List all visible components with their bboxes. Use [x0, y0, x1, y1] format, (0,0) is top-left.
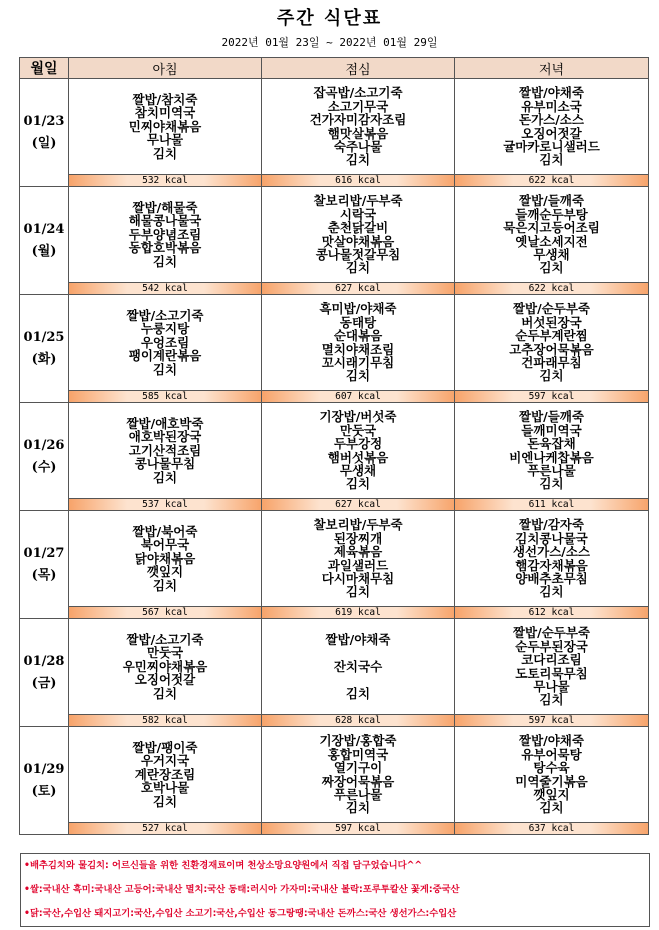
menu-item: 들깨미역국	[521, 422, 582, 438]
day-cell	[20, 79, 69, 187]
day-weekday: (수)	[31, 459, 57, 475]
day-weekday: (금)	[31, 675, 57, 691]
menu-item: 김치	[152, 685, 178, 701]
notes-box	[20, 853, 650, 927]
menu-item: 짤밥/감자죽	[519, 517, 584, 533]
menu-item: 다시마채무침	[321, 570, 395, 586]
menu-item: 짤밥/팽이죽	[132, 739, 198, 755]
menu-item: 김치	[539, 152, 564, 168]
menu-item: 비엔나케찹볶음	[509, 449, 594, 465]
dinner-kcal: 612 kcal	[455, 607, 649, 619]
menu-item: 짤밥/소고기죽	[126, 631, 204, 647]
menu-item: 오징어젓갈	[134, 672, 196, 688]
menu-item: 오징어젓갈	[521, 125, 582, 141]
menu-item: 순두부계란찜	[515, 328, 588, 344]
menu-item: 애호박된장국	[128, 429, 202, 445]
menu-item: 짤밥/참치죽	[132, 91, 198, 107]
dinner-cell	[455, 79, 649, 175]
menu-item: 김치	[345, 584, 371, 600]
menu-item: 닭야채볶음	[134, 550, 196, 566]
menu-item: 멸치야채조림	[321, 341, 395, 357]
menu-item: 짤밥/야채죽	[519, 85, 584, 101]
menu-item: 김치	[345, 685, 371, 701]
menu-item	[262, 673, 454, 686]
menu-item: 계란장조림	[134, 766, 196, 782]
menu-item: 찰보리밥/두부죽	[313, 517, 403, 533]
menu-item: 깻잎지	[146, 564, 184, 580]
page-title: 주간 식단표	[276, 8, 383, 29]
menu-item: 짤밥/소고기죽	[126, 307, 204, 323]
menu-item: 무나물	[146, 132, 184, 148]
menu-item: 무나물	[533, 678, 570, 694]
menu-item: 묵은지고등어조림	[503, 220, 600, 236]
day-row	[20, 79, 649, 175]
menu-item: 김치	[345, 800, 371, 816]
menu-item: 김치	[345, 476, 371, 492]
menu-item: 김치	[539, 692, 564, 708]
menu-item: 귤마카로니샐러드	[503, 138, 600, 154]
breakfast-cell	[69, 79, 262, 175]
menu-item: 기장밥/버섯죽	[319, 409, 397, 425]
day-weekday: (목)	[31, 567, 57, 583]
menu-item: 돈육잡채	[527, 436, 576, 452]
breakfast-kcal: 582 kcal	[69, 715, 262, 727]
menu-item: 김치	[539, 260, 564, 276]
breakfast-cell	[69, 187, 262, 283]
lunch-kcal: 597 kcal	[262, 823, 455, 835]
kcal-row	[20, 607, 649, 619]
dinner-cell	[455, 619, 649, 715]
breakfast-cell	[69, 511, 262, 607]
menu-item: 북어무국	[140, 537, 190, 553]
menu-item: 만둣국	[339, 422, 377, 438]
header-dinner: 저녁	[455, 58, 649, 79]
menu-item: 만둣국	[146, 645, 184, 661]
menu-item: 잡곡밥/소고기죽	[313, 85, 403, 101]
menu-item: 짤밥/애호박죽	[126, 415, 204, 431]
menu-item: 깻잎지	[533, 786, 570, 802]
menu-item: 된장찌개	[333, 530, 383, 546]
kcal-row	[20, 283, 649, 295]
menu-item: 짤밥/들깨죽	[519, 193, 584, 209]
day-weekday: (월)	[31, 243, 57, 259]
day-row	[20, 511, 649, 607]
day-row	[20, 187, 649, 283]
menu-item: 건파래무침	[521, 354, 582, 370]
menu-item: 김치	[152, 253, 178, 269]
day-date: 01/24	[23, 221, 65, 237]
weekly-menu-table	[19, 57, 649, 835]
day-cell	[20, 295, 69, 403]
menu-item: 누룽지탕	[140, 321, 190, 337]
menu-item: 꼬시래기무침	[321, 354, 395, 370]
kcal-row	[20, 391, 649, 403]
lunch-cell	[262, 511, 455, 607]
menu-item: 과일샐러드	[327, 557, 389, 573]
lunch-cell	[262, 79, 455, 175]
lunch-kcal: 616 kcal	[262, 175, 455, 187]
note-origin-meat: •닭:국산,수입산 돼지고기:국산,수입산 소고기:국산,수입산 동그랑땡:국내산 돈까스:국산 생선가스:수입산	[24, 908, 457, 919]
menu-item: 김치	[345, 368, 371, 384]
day-cell	[20, 403, 69, 511]
menu-item: 유부미소국	[521, 98, 582, 114]
kcal-row	[20, 499, 649, 511]
menu-item: 동태탕	[339, 314, 377, 330]
dinner-cell	[455, 187, 649, 283]
menu-item: 생선가스/소스	[512, 544, 591, 560]
menu-period: 2022년 01월 23일 ~ 2022년 01월 29일	[221, 36, 438, 49]
lunch-kcal: 628 kcal	[262, 715, 455, 727]
menu-item: 순대볶음	[333, 328, 383, 344]
menu-item: 잔치국수	[333, 658, 383, 674]
menu-item: 김치	[539, 368, 564, 384]
menu-item: 짤밥/해물죽	[132, 199, 198, 215]
menu-item: 흑미밥/야채죽	[319, 301, 397, 317]
lunch-kcal: 627 kcal	[262, 283, 455, 295]
menu-item: 버섯된장국	[521, 314, 582, 330]
dinner-kcal: 597 kcal	[455, 391, 649, 403]
menu-item: 고기산적조림	[128, 442, 202, 458]
day-date: 01/26	[23, 437, 65, 453]
day-date: 01/25	[23, 329, 65, 345]
day-cell	[20, 619, 69, 727]
lunch-kcal: 627 kcal	[262, 499, 455, 511]
menu-item: 참치미역국	[134, 105, 196, 121]
menu-item: 홍합미역국	[327, 746, 389, 762]
dinner-kcal: 622 kcal	[455, 175, 649, 187]
menu-item: 코다리조림	[521, 652, 582, 668]
menu-item: 옛날소세지전	[515, 233, 588, 249]
menu-item: 무생채	[339, 462, 377, 478]
day-cell	[20, 511, 69, 619]
menu-item: 두부양념조림	[128, 226, 202, 242]
menu-item: 숙주나물	[333, 138, 383, 154]
breakfast-kcal: 542 kcal	[69, 283, 262, 295]
day-weekday: (일)	[31, 135, 57, 151]
breakfast-kcal: 527 kcal	[69, 823, 262, 835]
menu-body	[20, 79, 649, 835]
menu-item: 건가자미감자조림	[309, 112, 407, 128]
menu-item: 짤밥/들깨죽	[519, 409, 584, 425]
menu-item	[262, 646, 454, 659]
lunch-cell	[262, 619, 455, 715]
breakfast-cell	[69, 403, 262, 499]
menu-item: 동합호박볶음	[128, 240, 202, 256]
kcal-row	[20, 823, 649, 835]
kcal-row	[20, 715, 649, 727]
lunch-kcal: 607 kcal	[262, 391, 455, 403]
breakfast-kcal: 532 kcal	[69, 175, 262, 187]
day-row	[20, 727, 649, 823]
menu-item: 짤밥/북어죽	[132, 523, 198, 539]
breakfast-kcal: 585 kcal	[69, 391, 262, 403]
day-date: 01/28	[23, 653, 65, 669]
menu-item: 김치	[345, 152, 371, 168]
menu-item: 김치	[152, 793, 178, 809]
menu-item: 우민찌야채볶음	[122, 658, 208, 674]
menu-item: 들깨순두부탕	[515, 206, 588, 222]
breakfast-cell	[69, 727, 262, 823]
menu-item: 김치	[152, 577, 178, 593]
lunch-cell	[262, 187, 455, 283]
menu-item: 시락국	[339, 206, 377, 222]
menu-item: 돈가스/소스	[519, 112, 584, 128]
menu-item: 우엉조림	[140, 334, 190, 350]
menu-item: 맛살야채볶음	[321, 233, 395, 249]
menu-item: 푸른나물	[527, 462, 576, 478]
dinner-cell	[455, 511, 649, 607]
menu-item: 김치	[152, 361, 178, 377]
note-kimchi: •배추김치와 물김치: 어르신들을 위한 친환경재료이며 천상소망요양원에서 직접 담구었습니다^^	[24, 860, 423, 871]
day-weekday: (화)	[31, 351, 57, 367]
dinner-kcal: 611 kcal	[455, 499, 649, 511]
menu-item: 순두부된장국	[515, 638, 588, 654]
breakfast-cell	[69, 295, 262, 391]
menu-item: 팽이계란볶음	[128, 348, 202, 364]
menu-item: 콩나물젓갈무침	[315, 246, 401, 262]
day-date: 01/23	[23, 113, 65, 129]
menu-item: 도토리묵무침	[515, 665, 588, 681]
menu-item: 김치콩나물국	[515, 530, 588, 546]
lunch-kcal: 619 kcal	[262, 607, 455, 619]
day-row	[20, 619, 649, 715]
dinner-kcal: 597 kcal	[455, 715, 649, 727]
header-day: 월일	[20, 58, 69, 79]
dinner-kcal: 622 kcal	[455, 283, 649, 295]
day-row	[20, 403, 649, 499]
breakfast-cell	[69, 619, 262, 715]
menu-item: 제육볶음	[333, 544, 383, 560]
dinner-cell	[455, 295, 649, 391]
menu-item: 기장밥/홍합죽	[319, 733, 397, 749]
day-date: 01/29	[23, 761, 65, 777]
menu-item: 해물콩나물국	[128, 213, 202, 229]
menu-item: 햄맛살볶음	[327, 125, 389, 141]
header-lunch: 점심	[262, 58, 455, 79]
header-breakfast: 아침	[69, 58, 262, 79]
dinner-cell	[455, 403, 649, 499]
menu-item: 민찌야채볶음	[128, 118, 202, 134]
menu-item: 짤밥/야채죽	[325, 631, 391, 647]
day-date: 01/27	[23, 545, 65, 561]
menu-item: 햄감자채볶음	[515, 557, 588, 573]
menu-item: 짤밥/순두부죽	[512, 301, 591, 317]
menu-item: 김치	[539, 584, 564, 600]
menu-item: 춘천닭갈비	[327, 220, 389, 236]
menu-item: 탕수육	[533, 760, 570, 776]
menu-item: 호박나물	[140, 780, 190, 796]
menu-item: 유부어묵탕	[521, 746, 582, 762]
menu-item: 무생채	[533, 246, 570, 262]
menu-item: 콩나물무침	[134, 456, 196, 472]
lunch-cell	[262, 403, 455, 499]
breakfast-kcal: 537 kcal	[69, 499, 262, 511]
menu-item: 소고기무국	[327, 98, 389, 114]
menu-item: 열기구이	[333, 760, 383, 776]
breakfast-kcal: 567 kcal	[69, 607, 262, 619]
menu-item: 푸른나물	[333, 786, 383, 802]
menu-item: 햄버섯볶음	[327, 449, 389, 465]
lunch-cell	[262, 295, 455, 391]
menu-item: 김치	[152, 145, 178, 161]
menu-item: 찰보리밥/두부죽	[313, 193, 403, 209]
lunch-cell	[262, 727, 455, 823]
day-weekday: (토)	[31, 783, 57, 799]
dinner-cell	[455, 727, 649, 823]
kcal-row	[20, 175, 649, 187]
day-cell	[20, 727, 69, 835]
menu-item: 김치	[539, 800, 564, 816]
menu-item: 미역줄기볶음	[515, 773, 588, 789]
note-origin-fish: •쌀:국내산 흑미:국내산 고등어:국내산 멸치:국산 동태:러시아 가자미:국내산 볼락:포루투칼산 꽃게:중국산	[24, 884, 460, 895]
menu-item: 고추장어묵볶음	[509, 341, 594, 357]
menu-item: 짜장어묵볶음	[321, 773, 395, 789]
menu-item: 우거지국	[140, 753, 190, 769]
dinner-kcal: 637 kcal	[455, 823, 649, 835]
day-cell	[20, 187, 69, 295]
menu-item: 김치	[539, 476, 564, 492]
menu-item: 짤밥/순두부죽	[512, 625, 591, 641]
day-row	[20, 295, 649, 391]
menu-item: 김치	[152, 469, 178, 485]
menu-item: 김치	[345, 260, 371, 276]
menu-item: 짤밥/야채죽	[519, 733, 584, 749]
menu-item: 양배추초무침	[515, 570, 588, 586]
header-row	[20, 58, 649, 79]
menu-item: 두부강정	[333, 436, 383, 452]
